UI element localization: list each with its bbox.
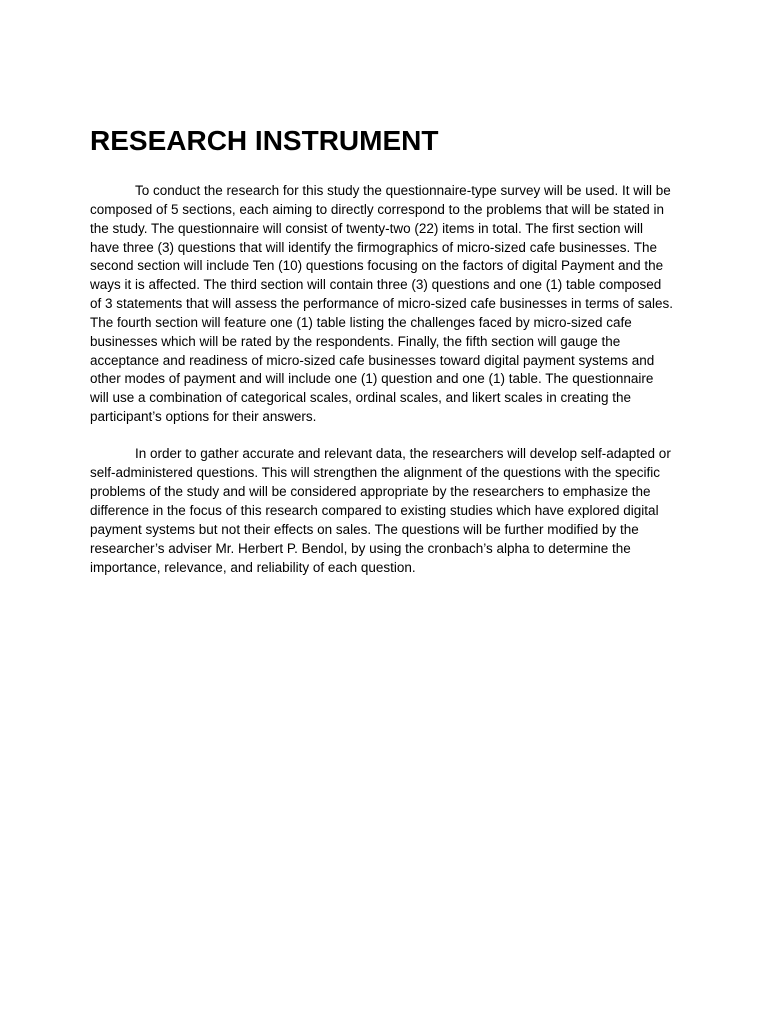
document-body [90,124,675,577]
paragraph-1: To conduct the research for this study the questionnaire-type survey will be used. It will be composed of 5 sections, each aiming to directly correspond to the problems that will be stated in the study. The questionnaire will consist of twenty-two (22) items in total. The first section will have three (3) questions that will identify the firmographics of micro-sized cafe businesses. The second section will include Ten (10) questions focusing on the factors of digital Payment and the ways it is affected. The third section will contain three (3) questions and one (1) table composed of 3 statements that will assess the performance of micro-sized cafe businesses in terms of sales. The fourth section will feature one (1) table listing the challenges faced by micro-sized cafe businesses which will be rated by the respondents. Finally, the fifth section will gauge the acceptance and readiness of micro-sized cafe businesses toward digital payment systems and other modes of payment and will include one (1) question and one (1) table. The questionnaire will use a combination of categorical scales, ordinal scales, and likert scales in creating the participant’s options for their answers. [90,183,673,425]
paragraph-2: In order to gather accurate and relevant data, the researchers will develop self-adapted or self-administered questions. This will strengthen the alignment of the questions with the specific problems of the study and will be considered appropriate by the researchers to emphasize the difference in the focus of this research compared to existing studies which have explored digital payment systems but not their effects on sales. The questions will be further modified by the researcher’s adviser Mr. Herbert P. Bendol, by using the cronbach’s alpha to determine the importance, relevance, and reliability of each question. [90,446,671,575]
document-title: RESEARCH INSTRUMENT [90,125,439,156]
